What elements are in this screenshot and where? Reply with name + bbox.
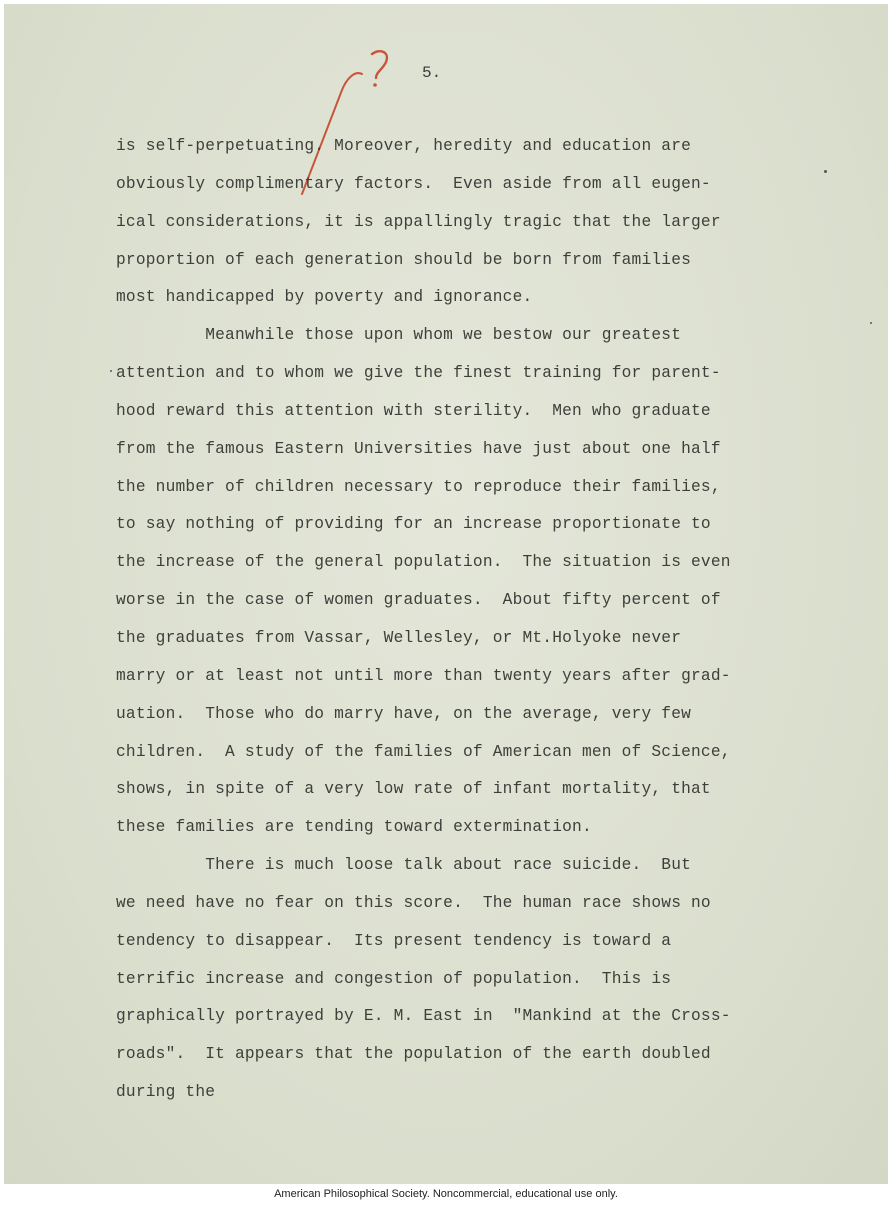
text-line: to say nothing of providing for an increase proportionate to: [116, 515, 711, 534]
archive-footer: American Philosophical Society. Noncommercial, educational use only.: [274, 1188, 618, 1200]
text-line: these families are tending toward extermination.: [116, 818, 592, 837]
text-line: attention and to whom we give the finest training for parent-: [116, 364, 721, 383]
paper-speck: [870, 322, 872, 324]
text-line: terrific increase and congestion of population. This is: [116, 969, 672, 988]
text-line: is self-perpetuating. Moreover, heredity and education are: [116, 137, 692, 155]
text-line: roads". It appears that the population of the earth doubled: [116, 1045, 711, 1064]
text-line: children. A study of the families of American men of Science,: [116, 742, 731, 761]
text-line: Meanwhile those upon whom we bestow our greatest: [116, 326, 682, 345]
text-line: most handicapped by poverty and ignorance.: [116, 288, 533, 307]
text-line: the graduates from Vassar, Wellesley, or Mt.Holyoke never: [116, 628, 682, 647]
text-line: graphically portrayed by E. M. East in "Mankind at the Cross-: [116, 1007, 731, 1026]
typewritten-page: [4, 4, 888, 1184]
text-line: There is much loose talk about race suicide. But: [116, 856, 692, 875]
text-line: proportion of each generation should be born from families: [116, 250, 692, 269]
text-line: the number of children necessary to reproduce their families,: [116, 477, 721, 496]
text-line: hood reward this attention with sterility. Men who graduate: [116, 401, 711, 420]
text-line: during the: [116, 1083, 216, 1102]
text-line: ical considerations, it is appallingly tragic that the larger: [116, 212, 721, 231]
text-line: obviously complimentary factors. Even aside from all eugen-: [116, 174, 711, 193]
paper-speck: [110, 370, 112, 372]
text-line: shows, in spite of a very low rate of infant mortality, that: [116, 780, 711, 799]
body-text: [116, 128, 816, 1112]
text-line: uation. Those who do marry have, on the average, very few: [116, 704, 692, 723]
paper-speck: [824, 170, 827, 173]
text-line: marry or at least not until more than twenty years after grad-: [116, 666, 731, 685]
text-line: we need have no fear on this score. The human race shows no: [116, 893, 711, 912]
page-number: 5.: [422, 64, 442, 82]
text-line: from the famous Eastern Universities have just about one half: [116, 439, 721, 458]
text-line: worse in the case of women graduates. About fifty percent of: [116, 591, 721, 610]
text-line: the increase of the general population. The situation is even: [116, 553, 731, 572]
text-line: tendency to disappear. Its present tendency is toward a: [116, 931, 672, 950]
